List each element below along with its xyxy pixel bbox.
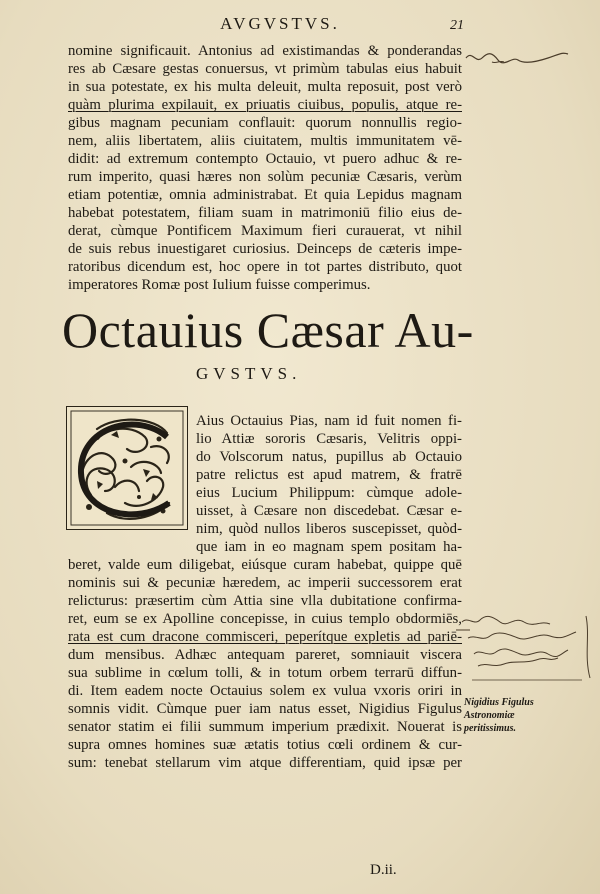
text-line: res ab Cæsare gestas conuersus, vt primùm tabulas eius habuit [68, 61, 462, 77]
text-line: Aius Octauius Pias, nam id fuit nomen fi- [196, 413, 462, 429]
text-line: derat, cùmque Pontificem Maximum fieri curauerat, vt nihil [68, 223, 462, 239]
text-line: rata est cum dracone commisceri, peperítque expletis ad pariē- [68, 629, 462, 645]
text-line: beret, valde eum diligebat, eiúsque curam habebat, quippe quē [68, 557, 462, 573]
text-line: sum: tenebat stellarum vim atque differentiam, quid ipsæ per [68, 755, 462, 771]
text-line: nim, quòd nullos liberos suscepisset, quòd- [196, 521, 462, 537]
text-line: de suis rebus inuestigaret curiosius. Deinceps de cæteris impe- [68, 241, 462, 257]
text-line: gibus magnam pecuniam conflauit: quorum nonnullis regio- [68, 115, 462, 131]
text-line: dum mensibus. Adhæc antequam pareret, somniauit viscera [68, 647, 462, 663]
folio-number: 21 [450, 18, 464, 33]
text-line: etiam potentiæ, omnia administrabat. Et quia Lepidus magnam [68, 187, 462, 203]
text-line: do Volscorum natus, pupillus ab Octauio [196, 449, 462, 465]
chapter-subtitle: GVSTVS. [196, 364, 302, 383]
chapter-title: Octauius Cæsar Au- [62, 302, 474, 358]
text-line: lio Attiæ sororis Cæsaris, Velitris oppi- [196, 431, 462, 447]
text-line: relicturus: præsertim cùm Attia sine vlla dubitatione confirma- [68, 593, 462, 609]
text-line: patre relictus est apud matrem, & fratrē [196, 467, 462, 483]
handwritten-annotation [462, 44, 572, 74]
text-line: sua sublime in cœlum tolli, & in totum orbem terrarū diffun- [68, 665, 462, 681]
text-line: quàm plurima expilauit, ex priuatis ciuibus, populis, atque re- [68, 97, 462, 113]
text-line: nominis sui & pecuniæ hæredem, ac imperii successorem erat [68, 575, 462, 591]
text-line: supra omnes homines suæ ætatis totius cœli ordinem & cur- [68, 737, 462, 753]
text-line: habebat potestatem, filiam suam in matrimoniū filio eius de- [68, 205, 462, 221]
text-line: nem, aliis libertatem, aliis ciuitatem, multis immunitatem vē- [68, 133, 462, 149]
text-line: di. Item eadem nocte Octauius solem ex vulua vxoris oriri in [68, 683, 462, 699]
decorated-initial-c [66, 406, 188, 530]
running-title: AVGVSTVS. [220, 14, 340, 33]
text-line: uisset, à Cæsare non discedebat. Cæsar e- [196, 503, 462, 519]
text-line: somnis vidit. Cùmque puer iam natus esset, Nigidius Figulus [68, 701, 462, 717]
text-line: in sua potestate, ex his multa deleuit, multa reposuit, post verò [68, 79, 462, 95]
text-line: didit: ad extremum contempto Octauio, vt puero adhuc & re- [68, 151, 462, 167]
text-line: senator statim ei filii summum imperium prædixit. Nouerat is [68, 719, 462, 735]
margin-note: Nigidius Figulus Astronomiæ peritissimus. [464, 697, 534, 734]
text-line: ratoribus dicendum est, hoc opere in tot partes distributo, quot [68, 259, 462, 275]
text-line: ret, eum se ex Apolline concepisse, in cuius templo obdormiēs, [68, 611, 462, 627]
text-line: eius Lucium Philippum: cùmque adole- [196, 485, 462, 501]
catchword-signature: D.ii. [370, 862, 397, 878]
text-line: imperatores Romæ post Iulium fuisse comperimus. [68, 277, 371, 293]
text-line: que iam in eo magnam spem positam ha- [196, 539, 462, 555]
text-line: nomine significauit. Antonius ad existimandas & ponderandas [68, 43, 462, 59]
handwritten-annotation [454, 612, 594, 684]
text-line: rum imperito, quasi hæres non solùm pecuniæ Cæsaris, verùm [68, 169, 462, 185]
